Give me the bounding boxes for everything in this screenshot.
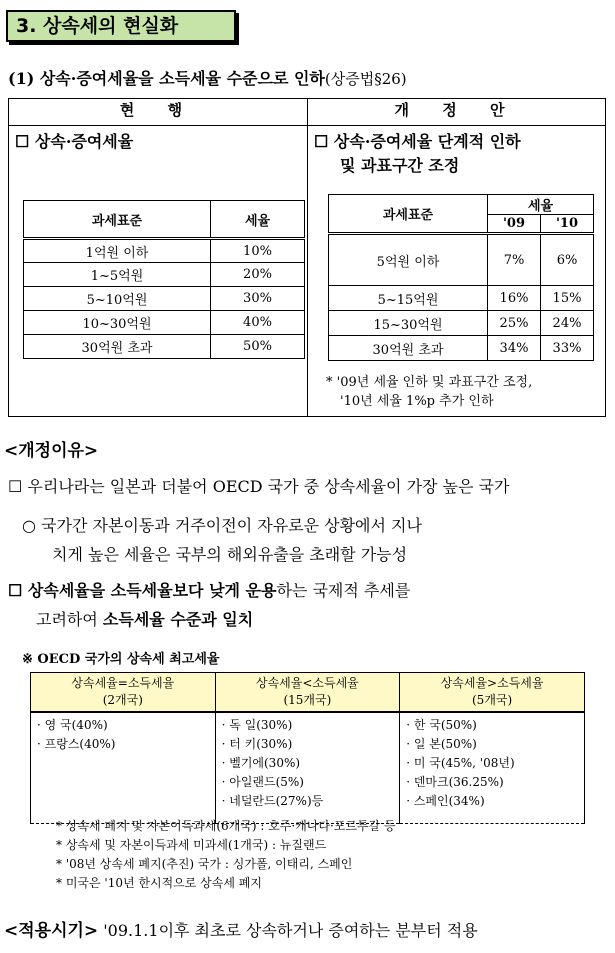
oecd-country-item: · 영 국(40%) [37, 718, 108, 732]
comparison-table [8, 98, 606, 417]
current-rate-base: 1~5억원 [24, 263, 211, 287]
reason-paragraph-3-rest: 하는 국제적 추세를 [276, 581, 411, 600]
revised-rate-09: 25% [488, 311, 541, 336]
revised-note-line1: * '09년 세율 인하 및 과표구간 조정, [326, 375, 533, 390]
revised-rate-table [328, 194, 594, 361]
reason-paragraph-3-bold2: 소득세율 수준과 일치 [102, 610, 254, 629]
current-rate-value: 50% [211, 335, 305, 359]
revised-rate-row [329, 234, 594, 286]
oecd-column-header [215, 673, 400, 713]
current-col-base: 과세표준 [24, 201, 211, 239]
oecd-country-item: · 스페인(34%) [406, 794, 485, 808]
oecd-heading: ※ OECD 국가의 상속세 최고세율 [22, 652, 220, 667]
revised-col-10: '10 [541, 215, 594, 234]
current-rate-base: 30억원 초과 [24, 335, 211, 359]
current-rate-value: 30% [211, 287, 305, 311]
revised-rate-base: 30억원 초과 [329, 336, 488, 361]
oecd-country-item: · 미 국(45%, '08년) [406, 756, 515, 770]
revised-note [326, 373, 532, 411]
oecd-country-item: · 벨기에(30%) [221, 756, 301, 770]
oecd-country-item: · 덴마크(36.25%) [406, 775, 504, 789]
revised-item [308, 126, 605, 182]
oecd-footnote: * '08년 상속세 폐지(추진) 국가 : 싱가폴, 이태리, 스페인 [56, 857, 353, 871]
revised-rate-row [329, 336, 594, 361]
oecd-column-count: (15개국) [283, 693, 332, 707]
reason-paragraph-3-bold: ☐ 상속세율을 소득세율보다 낮게 운용 [8, 581, 277, 600]
current-col-rate: 세율 [211, 201, 305, 239]
current-rate-value: 40% [211, 311, 305, 335]
law-reference: (상증법§26) [324, 70, 407, 88]
oecd-country-item: · 일 본(50%) [406, 737, 477, 751]
current-rate-value: 20% [211, 263, 305, 287]
current-header: 현 행 [9, 99, 308, 126]
effective-row [4, 916, 478, 946]
revised-rate-09: 7% [488, 234, 541, 286]
oecd-country-item: · 네덜란드(27%)등 [221, 794, 324, 808]
section-title: 3. 상속세의 현실화 [6, 10, 236, 42]
revised-rate-row [329, 286, 594, 311]
oecd-footnote: * 상속세 폐지 및 자본이득과세(6개국) : 호주·캐나다·포르투갈 등 [56, 819, 396, 833]
oecd-column-title: 상속세율=소득세율 [71, 676, 175, 690]
oecd-column-title: 상속세율<소득세율 [255, 676, 359, 690]
revised-rate-10: 15% [541, 286, 594, 311]
oecd-footnote: * 상속세 및 자본이득과세 미과세(1개국) : 뉴질랜드 [56, 838, 327, 852]
oecd-table [30, 672, 585, 824]
revised-item-line2: 및 과표구간 조정 [340, 156, 460, 175]
reason-paragraph-3 [8, 576, 410, 634]
oecd-column-body [31, 712, 216, 824]
current-rate-row [24, 287, 305, 311]
revised-rate-base: 5~15억원 [329, 286, 488, 311]
oecd-column-title: 상속세율>소득세율 [440, 676, 544, 690]
reason-paragraph-3-pre: 고려하여 [36, 610, 103, 629]
reason-paragraph-2-line2: 치게 높은 세율은 국부의 해외유출을 초래할 가능성 [52, 545, 408, 564]
effective-heading: <적용시기> [4, 921, 99, 941]
oecd-country-item: · 터 키(30%) [221, 737, 293, 751]
current-rate-row [24, 239, 305, 263]
revised-note-line2: '10년 세율 1%p 추가 인하 [340, 394, 494, 409]
revised-rate-base: 5억원 이하 [329, 234, 488, 286]
reason-paragraph-1: ☐ 우리나라는 일본과 더불어 OECD 국가 중 상속세율이 가장 높은 국가 [8, 477, 510, 496]
current-rate-base: 1억원 이하 [24, 239, 211, 263]
revised-rate-09: 16% [488, 286, 541, 311]
revised-rate-row [329, 311, 594, 336]
current-rate-row [24, 335, 305, 359]
oecd-column-count: (5개국) [472, 693, 513, 707]
revised-rate-10: 33% [541, 336, 594, 361]
oecd-country-item: · 독 일(30%) [221, 718, 293, 732]
subtitle [8, 66, 407, 89]
oecd-column-body [400, 712, 585, 824]
oecd-column-header [400, 673, 585, 713]
oecd-column-body [215, 712, 400, 824]
oecd-country-item: · 프랑스(40%) [37, 737, 116, 751]
revised-col-base: 과세표준 [329, 195, 488, 234]
revised-item-line1: ☐ 상속·증여세율 단계적 인하 [314, 132, 521, 151]
subtitle-text: (1) 상속·증여세율을 소득세율 수준으로 인하 [8, 69, 325, 88]
oecd-footnote: * 미국은 '10년 한시적으로 상속세 폐지 [56, 876, 262, 890]
current-rate-table [23, 200, 305, 359]
current-rate-row [24, 311, 305, 335]
current-rate-row [24, 263, 305, 287]
revised-cell [308, 126, 606, 417]
current-cell [9, 126, 308, 417]
revised-col-rate: 세율 [488, 195, 594, 215]
revised-header: 개 정 안 [308, 99, 606, 126]
oecd-column-header [31, 673, 216, 713]
reason-paragraph-2 [22, 511, 422, 569]
revised-col-09: '09 [488, 215, 541, 234]
reason-heading: <개정이유> [4, 441, 99, 461]
revised-rate-base: 15~30억원 [329, 311, 488, 336]
revised-rate-10: 6% [541, 234, 594, 286]
current-rate-base: 10~30억원 [24, 311, 211, 335]
oecd-country-item: · 아일랜드(5%) [221, 775, 304, 789]
effective-text: '09.1.1이후 최초로 상속하거나 증여하는 분부터 적용 [98, 921, 478, 940]
revised-rate-09: 34% [488, 336, 541, 361]
oecd-column-count: (2개국) [102, 693, 143, 707]
current-rate-value: 10% [211, 239, 305, 263]
current-rate-base: 5~10억원 [24, 287, 211, 311]
revised-rate-10: 24% [541, 311, 594, 336]
reason-paragraph-2-line1: ○ 국가간 자본이동과 거주이전이 자유로운 상황에서 지나 [22, 516, 422, 535]
current-item: ☐ 상속·증여세율 [15, 132, 134, 151]
oecd-country-item: · 한 국(50%) [406, 718, 477, 732]
